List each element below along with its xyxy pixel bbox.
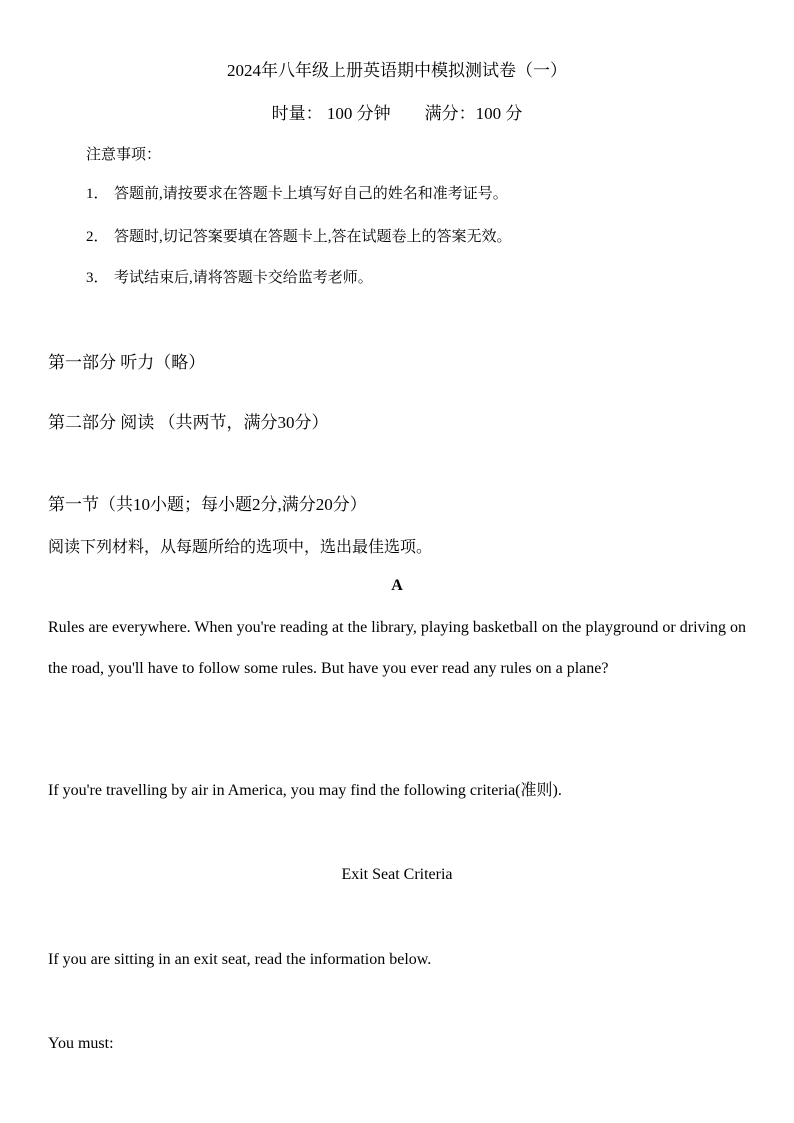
note-text: 答题前,请按要求在答题卡上填写好自己的姓名和准考证号。 (114, 186, 508, 202)
passage-label: A (391, 577, 403, 594)
note-number: 1． (86, 186, 109, 202)
passage-paragraph: If you're travelling by air in America, you may find the following criteria(准则). (48, 782, 562, 799)
exit-seat-title: Exit Seat Criteria (341, 866, 453, 883)
section-one-heading: 第一节（共10小题；每小题2分,满分20分） (48, 495, 367, 514)
exam-time: 时量： 100 分钟 (271, 104, 391, 123)
exam-meta (0, 99, 794, 124)
passage-paragraph: If you are sitting in an exit seat, read the information below. (48, 951, 432, 968)
note-text: 考试结束后,请将答题卡交给监考老师。 (114, 270, 373, 286)
exam-title: 2024年八年级上册英语期中模拟测试卷（一） (227, 61, 567, 80)
notes-heading: 注意事项： (86, 147, 162, 163)
passage-paragraph: Rules are everywhere. When you're reading at the library, playing basketball on the playground or driving on the road, you'll have to follow some rules. But have you ever read any rules on a plane? (48, 619, 746, 677)
part-two-heading: 第二部分 阅读 （共两节，满分30分） (48, 413, 329, 432)
part-one-heading: 第一部分 听力（略） (48, 353, 206, 372)
note-item (86, 182, 508, 203)
exam-score: 满分：100 分 (424, 104, 523, 123)
passage-paragraph: You must: (48, 1035, 114, 1052)
note-text: 答题时,切记答案要填在答题卡上,答在试题卷上的答案无效。 (114, 229, 512, 245)
note-number: 3． (86, 270, 109, 286)
note-item (86, 266, 373, 287)
reading-instruction: 阅读下列材料，从每题所给的选项中，选出最佳选项。 (48, 539, 433, 556)
note-item (86, 225, 512, 246)
note-number: 2． (86, 229, 109, 245)
